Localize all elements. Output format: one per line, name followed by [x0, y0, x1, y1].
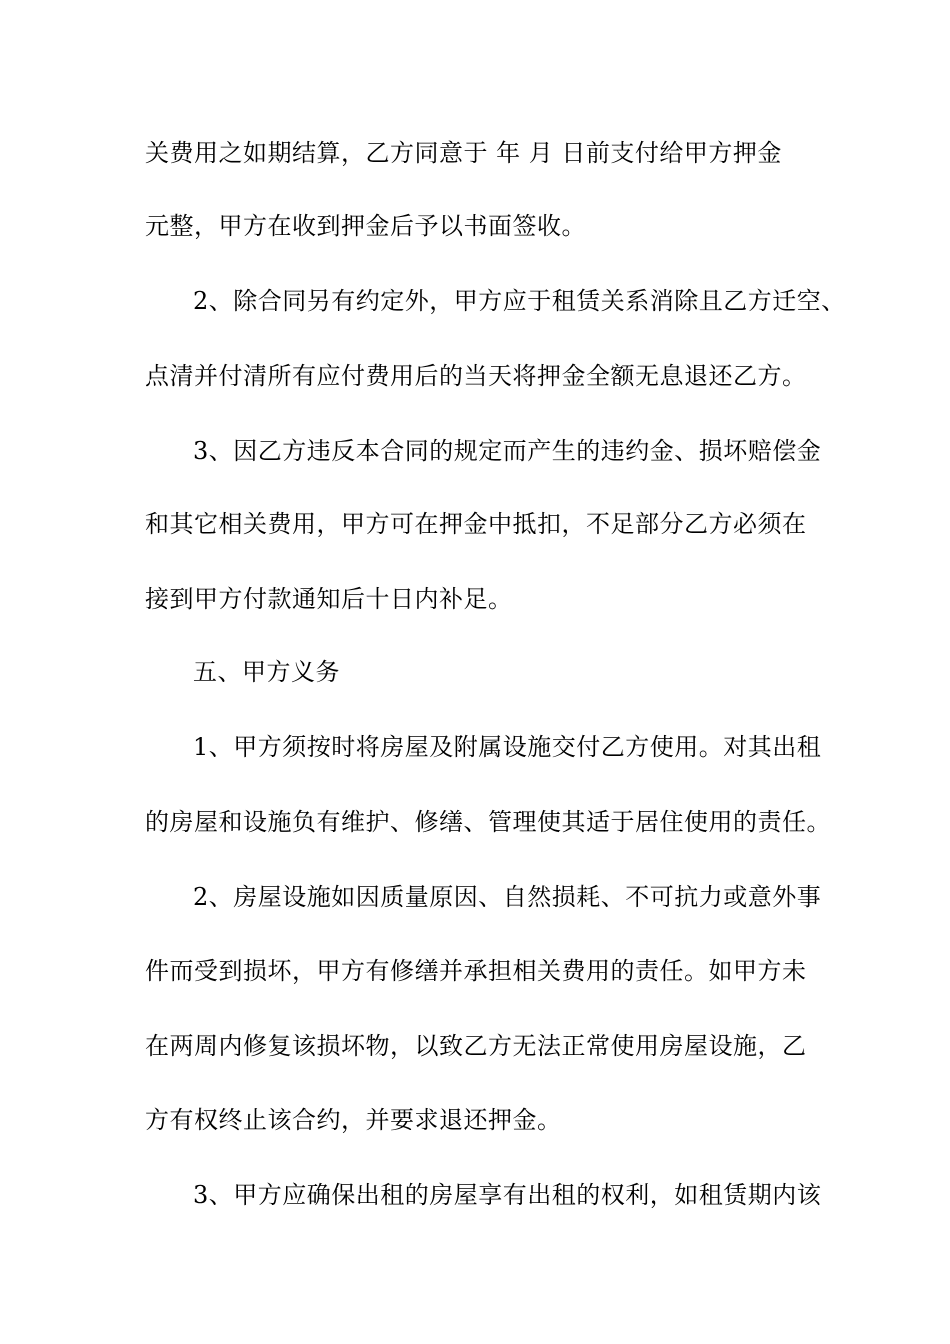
text-line: 方有权终止该合约，并要求退还押金。 [145, 1106, 562, 1134]
text-line: 件而受到损坏，甲方有修缮并承担相关费用的责任。如甲方未 [145, 957, 807, 985]
section-heading: 五、甲方义务 [193, 658, 340, 686]
text-line: 和其它相关费用，甲方可在押金中抵扣，不足部分乙方必须在 [145, 510, 807, 538]
text-line: 接到甲方付款通知后十日内补足。 [145, 585, 513, 613]
text-line: 关费用之如期结算，乙方同意于 年 月 日前支付给甲方押金 [145, 139, 782, 167]
text-line: 的房屋和设施负有维护、修缮、管理使其适于居住使用的责任。 [145, 808, 831, 836]
text-line: 1、甲方须按时将房屋及附属设施交付乙方使用。对其出租 [193, 733, 822, 761]
text-line: 元整，甲方在收到押金后予以书面签收。 [145, 212, 586, 240]
text-line: 在两周内修复该损坏物，以致乙方无法正常使用房屋设施，乙 [145, 1032, 807, 1060]
text-line: 3、因乙方违反本合同的规定而产生的违约金、损坏赔偿金 [193, 437, 822, 465]
text-line: 点清并付清所有应付费用后的当天将押金全额无息退还乙方。 [145, 362, 807, 390]
text-line: 3、甲方应确保出租的房屋享有出租的权利，如租赁期内该 [193, 1181, 822, 1209]
text-line: 2、除合同另有约定外，甲方应于租赁关系消除且乙方迁空、 [193, 287, 846, 315]
text-line: 2、房屋设施如因质量原因、自然损耗、不可抗力或意外事 [193, 883, 822, 911]
